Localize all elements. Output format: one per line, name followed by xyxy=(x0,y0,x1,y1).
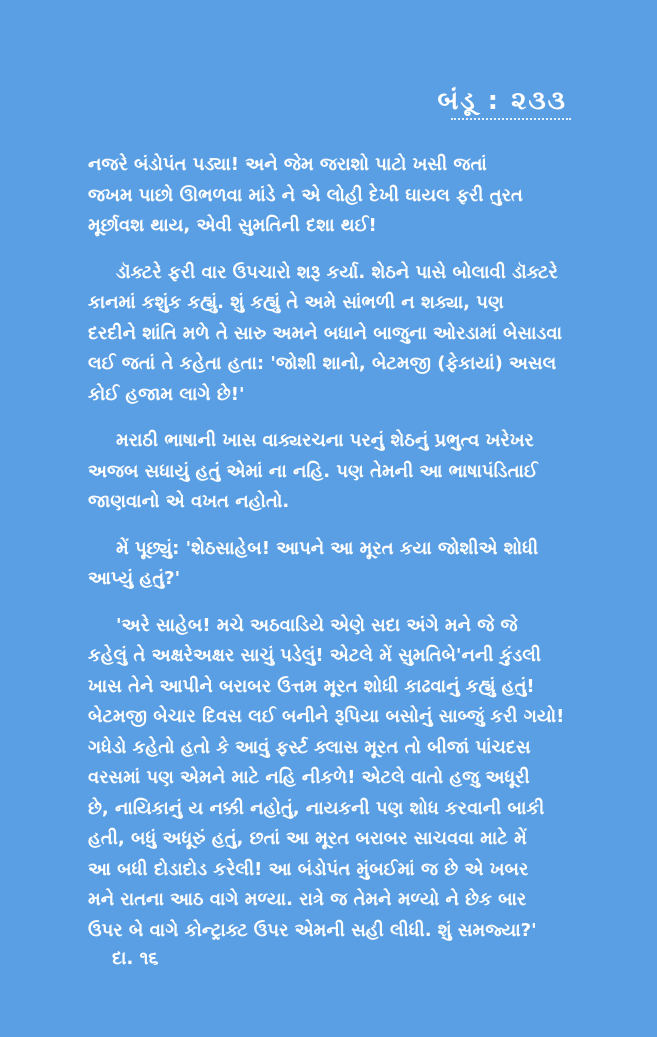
paragraph: ડૉક્ટરે ફરી વાર ઉપચારો શરૂ કર્યા. શેઠને પાસે બોલાવી ડૉક્ટરે કાનમાં કશુંક કહ્યું. શું કહ્યું તે અમે સાંભળી ન શક્યા, પણ દરદીને શાંતિ મળે તે સારુ અમને બધાને બાજુના ઓરડામાં બેસાડવા લઈ જતાં તે કહેતા હતા: 'જોશી શાનો, બેટમજી (ફેકાયાં) અસલ કોઈ હજામ લાગે છે!' xyxy=(88,261,562,405)
signature-mark: દા. ૧૬ xyxy=(112,948,159,969)
body-text xyxy=(88,150,576,962)
running-head: બંડૂ : ૨૩૩ xyxy=(437,86,567,116)
header-underline xyxy=(451,118,571,120)
paragraph: નજરે બંડોપંત પડ્યા! અને જેમ જરાશો પાટો ખસી જતાં જખમ પાછો ઊભળવા માંડે ને એ લોહી દેખી ઘાયલ ફરી તુરત મૂર્છાવશ થાય, એવી સુમતિની દશા થઈ! xyxy=(88,154,523,236)
paragraph: મેં પૂછ્યું: 'શેઠસાહેબ! આપને આ મૂરત કયા જોશીએ શોધી આપ્યું હતું?' xyxy=(88,537,539,589)
paragraph: મરાઠી ભાષાની ખાસ વાક્યરચના પરનું શેઠનું પ્રભુત્વ ખરેખર અજબ સધાયું હતું એમાં ના નહિ. પણ તેમની આ ભાષાપંડિતાઈ જાણવાનો એ વખત નહોતો. xyxy=(88,430,538,512)
paragraph: 'અરે સાહેબ! મચે અઠવાડિયે એણે સદા અંગે મને જે જે કહેલું તે અક્ષરેઅક્ષર સાચું પડેલું! એટલે મેં સુમતિબે'નની કુંડલી ખાસ તેને આપીને બરાબર ઉત્તમ મૂરત શોધી કાઢવાનું કહ્યું હતું! બેટમજી બેચાર દિવસ લઈ બનીને રૂપિયા બસોનું સાબ્જું કરી ગયો! ગધેડો કહેતો હતો કે આવું ફર્સ્ટ ક્લાસ મૂરત તો બીજાં પાંચદસ વરસમાં પણ એમને માટે નહિ નીકળે! એટલે વાતો હજુ અધૂરી છે, નાયિકાનું ય નક્કી નહોતું, નાયકની પણ શોધ કરવાની બાકી હતી, બધું અધૂરું હતું, છતાં આ મૂરત બરાબર સાચવવા માટે મેં આ બધી દોડાદોડ કરેલી! આ બંડોપંત મુંબઈમાં જ છે એ ખબર મને રાતના આઠ વાગે મળ્યા. રાત્રે જ તેમને મળ્યો ને છેક બાર ઉપર બે વાગે કોન્ટ્રાક્ટ ઉપર એમની સહી લીધી. શું સમજ્યા?' xyxy=(88,614,565,941)
